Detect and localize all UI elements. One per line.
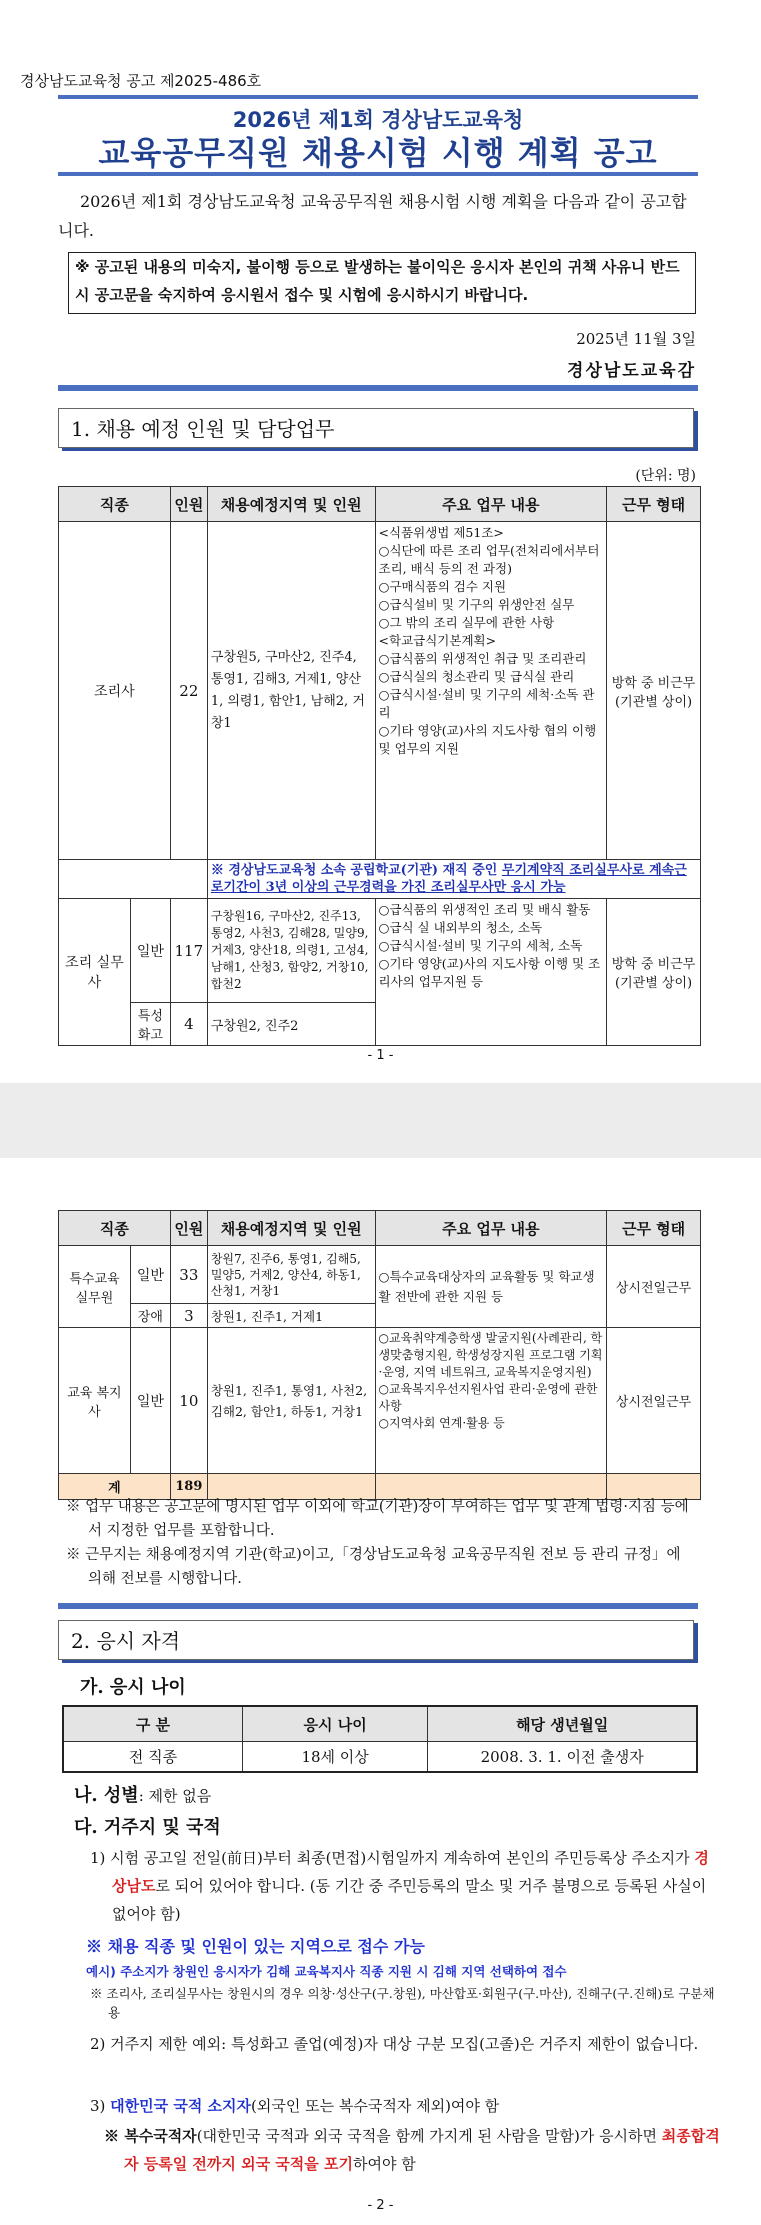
dual-nationality-note — [104, 2122, 720, 2178]
page-gap — [0, 1083, 761, 1158]
dual-highlight: 최종합격자 등록일 전까지 외국 국적을 포기 — [124, 2127, 720, 2173]
count-special-ed-disabled: 3 — [170, 1304, 207, 1328]
note-workplace: ※ 근무지는 채용예정지역 기관(학교)이고,「경상남도교육청 교육공무직원 전보 등 관리 규정」에 의해 전보를 시행합니다. — [66, 1547, 681, 1587]
cook-note-underlined: 무기계약직 조리실무사로 계속근로기간이 3년 이상의 근무경력을 가진 조리실무사만 응시 가능 — [210, 863, 687, 895]
item-3-prefix: 3) — [90, 2097, 111, 2115]
page-number-1: - 1 - — [367, 1048, 394, 1063]
worktype-special-ed: 상시전일근무 — [607, 1246, 701, 1328]
table-row-welfare — [59, 1328, 701, 1474]
duty-item: ○급식시설·설비 및 기구의 세척, 소독 — [378, 938, 583, 953]
age-header-row — [63, 1706, 697, 1742]
age-table — [62, 1705, 698, 1773]
age-header-age: 응시 나이 — [242, 1706, 427, 1742]
cook-eligibility-note — [207, 860, 700, 899]
label-welfare: 일반 — [130, 1328, 170, 1474]
regions-assistant-general: 구창원16, 구마산2, 진주13, 통영2, 사천3, 김해28, 밀양9, 거제3, 양산18, 의령1, 고성4, 남해1, 산청3, 함양2, 거창10, 합천2 — [207, 899, 375, 1003]
label-disabled: 장애 — [130, 1304, 170, 1328]
duties-assistant — [375, 899, 607, 1046]
age-row — [63, 1742, 697, 1772]
age-category: 전 직종 — [63, 1742, 242, 1772]
residence-item-1 — [90, 1844, 722, 1928]
age-header-birthdate: 해당 생년월일 — [428, 1706, 697, 1742]
note-spacer — [59, 860, 208, 899]
residence-item-1-highlight: 경상남도 — [112, 1849, 709, 1895]
regions-assistant-special: 구창원2, 진주2 — [207, 1003, 375, 1046]
page-1 — [0, 0, 761, 1083]
duty-item: <학교급식기본계획> — [378, 633, 497, 648]
job-special-ed: 특수교육 실무원 — [59, 1246, 131, 1328]
section-1-title: 1. 채용 예정 인원 및 담당업무 — [58, 408, 694, 448]
regions-special-ed-general: 창원7, 진주6, 통영1, 김해5, 밀양5, 거제2, 양산4, 하동1, 산청1, 거창1 — [207, 1246, 375, 1304]
announcement-number: 경상남도교육청 공고 제2025-486호 — [20, 72, 262, 90]
residence-notice: ※ 채용 직종 및 인원이 있는 지역으로 접수 가능 — [86, 1937, 425, 1956]
table-row-cook-note — [59, 860, 701, 899]
age-header-category: 구 분 — [63, 1706, 242, 1742]
dual-text: (대한민국 국적과 외국 국적을 함께 가지게 된 사람을 말함)가 응시하면 — [196, 2127, 662, 2145]
label-general: 일반 — [130, 899, 170, 1003]
gender-value: : 제한 없음 — [138, 1787, 212, 1805]
note-duties: ※ 업무 내용은 공고문에 명시된 업무 이외에 학교(기관)장이 부여하는 업무 및 관계 법령·지침 등에서 지정한 업무를 포함합니다. — [66, 1499, 689, 1539]
count-welfare: 10 — [170, 1328, 207, 1474]
header-regions: 채용예정지역 및 인원 — [207, 1211, 375, 1246]
duties-cook — [375, 522, 607, 860]
worktype-cook: 방학 중 비근무 (기관별 상이) — [607, 522, 701, 860]
gender-label: 나. 성별 — [74, 1785, 139, 1806]
duty-item: ○급식실의 청소관리 및 급식실 관리 — [378, 669, 575, 684]
gender-line — [74, 1781, 211, 1807]
table-row-assistant-general — [59, 899, 701, 1003]
label-general: 일반 — [130, 1246, 170, 1304]
cook-note-prefix: ※ 경상남도교육청 소속 공립학교(기관) 재직 중인 — [210, 863, 502, 878]
duty-item: ○교육복지우선지원사업 관리·운영에 관한 사항 — [378, 1382, 598, 1413]
section-2-title: 2. 응시 자격 — [58, 1620, 694, 1660]
item-3-highlight: 대한민국 국적 소지자 — [110, 2097, 252, 2115]
worktype-assistant: 방학 중 비근무 (기관별 상이) — [607, 899, 701, 1046]
dual-text-end: 하여야 함 — [352, 2155, 416, 2173]
total-count: 189 — [170, 1474, 207, 1500]
table-header-row — [59, 487, 701, 522]
recruitment-table-2 — [58, 1210, 701, 1500]
age-title: 가. 응시 나이 — [80, 1677, 186, 1698]
dual-label: ※ 복수국적자 — [104, 2127, 197, 2145]
duty-item: ○식단에 따른 조리 업무(전처리에서부터 조리, 배식 등의 전 과정) — [378, 543, 600, 576]
title-top-rule — [58, 95, 698, 99]
regions-cook: 구창원5, 구마산2, 진주4, 통영1, 김해3, 거제1, 양산1, 의령1, 함안1, 남해2, 거창1 — [207, 522, 375, 860]
intro-text: 2026년 제1회 경상남도교육청 교육공무직원 채용시험 시행 계획을 다음과 같이 공고합니다. — [58, 192, 687, 240]
duty-item: ○급식시설·설비 및 기구의 세척·소독 관리 — [378, 687, 595, 720]
residence-item-3 — [90, 2092, 700, 2120]
page-number-2: - 2 - — [367, 2198, 394, 2213]
residence-item-1-text-end: 로 되어 있어야 합니다. (동 기간 중 주민등록의 말소 및 거주 불명으로 등록된 사실이 없어야 함) — [112, 1877, 707, 1923]
duty-item: ○기타 영양(교)사의 지도사항 이행 및 조리사의 업무지원 등 — [378, 956, 601, 989]
item-3-text: (외국인 또는 복수국적자 제외)여야 함 — [251, 2097, 500, 2115]
header-work-type: 근무 형태 — [607, 1211, 701, 1246]
residence-item-2: 2) 거주지 제한 예외: 특성화고 졸업(예정)자 대상 구분 모집(고졸)은 거주지 제한이 없습니다. — [90, 2035, 699, 2053]
title-line-1: 2026년 제1회 경상남도교육청 — [232, 108, 524, 132]
regions-special-ed-disabled: 창원1, 진주1, 거제1 — [207, 1304, 375, 1328]
duty-item: ○구매식품의 검수 지원 — [378, 579, 507, 594]
table-row-special-ed-general — [59, 1246, 701, 1304]
regions-welfare: 창원1, 진주1, 통영1, 사천2, 김해2, 함안1, 하동1, 거창1 — [207, 1328, 375, 1474]
recruitment-table-1 — [58, 486, 701, 1046]
residence-small-note: ※ 조리사, 조리실무사는 창원시의 경우 의창·성산구(구.창원), 마산합포·회원구(구.마산), 진해구(구.진해)로 구분채용 — [90, 1986, 715, 2020]
notice-box: ※ 공고된 내용의 미숙지, 불이행 등으로 발생하는 불이익은 응시자 본인의 귀책 사유니 반드시 공고문을 숙지하여 응시원서 접수 및 시험에 응시하시기 바랍니다. — [68, 252, 696, 314]
residence-title: 다. 거주지 및 국적 — [74, 1817, 221, 1838]
job-welfare: 교육 복지사 — [59, 1328, 131, 1474]
header-duties: 주요 업무 내용 — [375, 487, 607, 522]
table-row-cook — [59, 522, 701, 860]
page-2 — [0, 1158, 761, 2225]
count-assistant-general: 117 — [170, 899, 207, 1003]
header-job: 직종 — [59, 1211, 171, 1246]
duty-item: ○급식품의 위생적인 취급 및 조리관리 — [378, 651, 587, 666]
count-cook: 22 — [170, 522, 207, 860]
section-divider — [58, 1603, 698, 1609]
unit-label: (단위: 명) — [635, 468, 696, 484]
age-value: 18세 이상 — [242, 1742, 427, 1772]
header-count: 인원 — [170, 487, 207, 522]
duty-item: ○급식설비 및 기구의 위생안전 실무 — [378, 597, 575, 612]
label-special: 특성화고 — [130, 1003, 170, 1046]
age-birthdate: 2008. 3. 1. 이전 출생자 — [428, 1742, 697, 1772]
worktype-welfare: 상시전일근무 — [607, 1328, 701, 1474]
signature: 경상남도교육감 — [567, 361, 696, 381]
header-regions: 채용예정지역 및 인원 — [207, 487, 375, 522]
title-bottom-rule — [58, 172, 698, 176]
duty-item: ○그 밖의 조리 실무에 관한 사항 — [378, 615, 555, 630]
table-header-row — [59, 1211, 701, 1246]
count-assistant-special: 4 — [170, 1003, 207, 1046]
header-count: 인원 — [170, 1211, 207, 1246]
job-assistant: 조리 실무사 — [59, 899, 131, 1046]
residence-example: 예시) 주소지가 창원인 응시자가 김해 교육복지사 직종 지원 시 김해 지역 선택하여 접수 — [86, 1964, 567, 1979]
table-notes — [66, 1495, 696, 1591]
duty-item: ○교육취약계층학생 발굴지원(사례관리, 학생맞춤형지원, 학생성장지원 프로그램 기획·운영, 지역 네트워크, 교육복지운영지원) — [378, 1331, 603, 1379]
header-job: 직종 — [59, 487, 171, 522]
duties-welfare — [375, 1328, 607, 1474]
duty-item: ○기타 영양(교)사의 지도사항 협의 이행 및 업무의 지원 — [378, 723, 597, 756]
announcement-date: 2025년 11월 3일 — [576, 330, 696, 348]
duty-item: <식품위생법 제51조> — [378, 525, 504, 540]
title-line-2: 교육공무직원 채용시험 시행 계획 공고 — [98, 134, 658, 172]
section-divider — [58, 385, 698, 391]
header-duties: 주요 업무 내용 — [375, 1211, 607, 1246]
total-label: 계 — [59, 1474, 171, 1500]
duty-item: ○급식 실 내외부의 청소, 소독 — [378, 920, 543, 935]
job-cook: 조리사 — [59, 522, 171, 860]
count-special-ed-general: 33 — [170, 1246, 207, 1304]
residence-item-1-text: 1) 시험 공고일 전일(前日)부터 최종(면접)시험일까지 계속하여 본인의 주민등록상 주소지가 — [90, 1849, 695, 1867]
duty-item: ○급식품의 위생적인 조리 및 배식 활동 — [378, 902, 591, 917]
duties-special-ed: ○특수교육대상자의 교육활동 및 학교생활 전반에 관한 지원 등 — [375, 1246, 607, 1328]
header-work-type: 근무 형태 — [607, 487, 701, 522]
duty-item: ○지역사회 연계·활용 등 — [378, 1416, 505, 1430]
